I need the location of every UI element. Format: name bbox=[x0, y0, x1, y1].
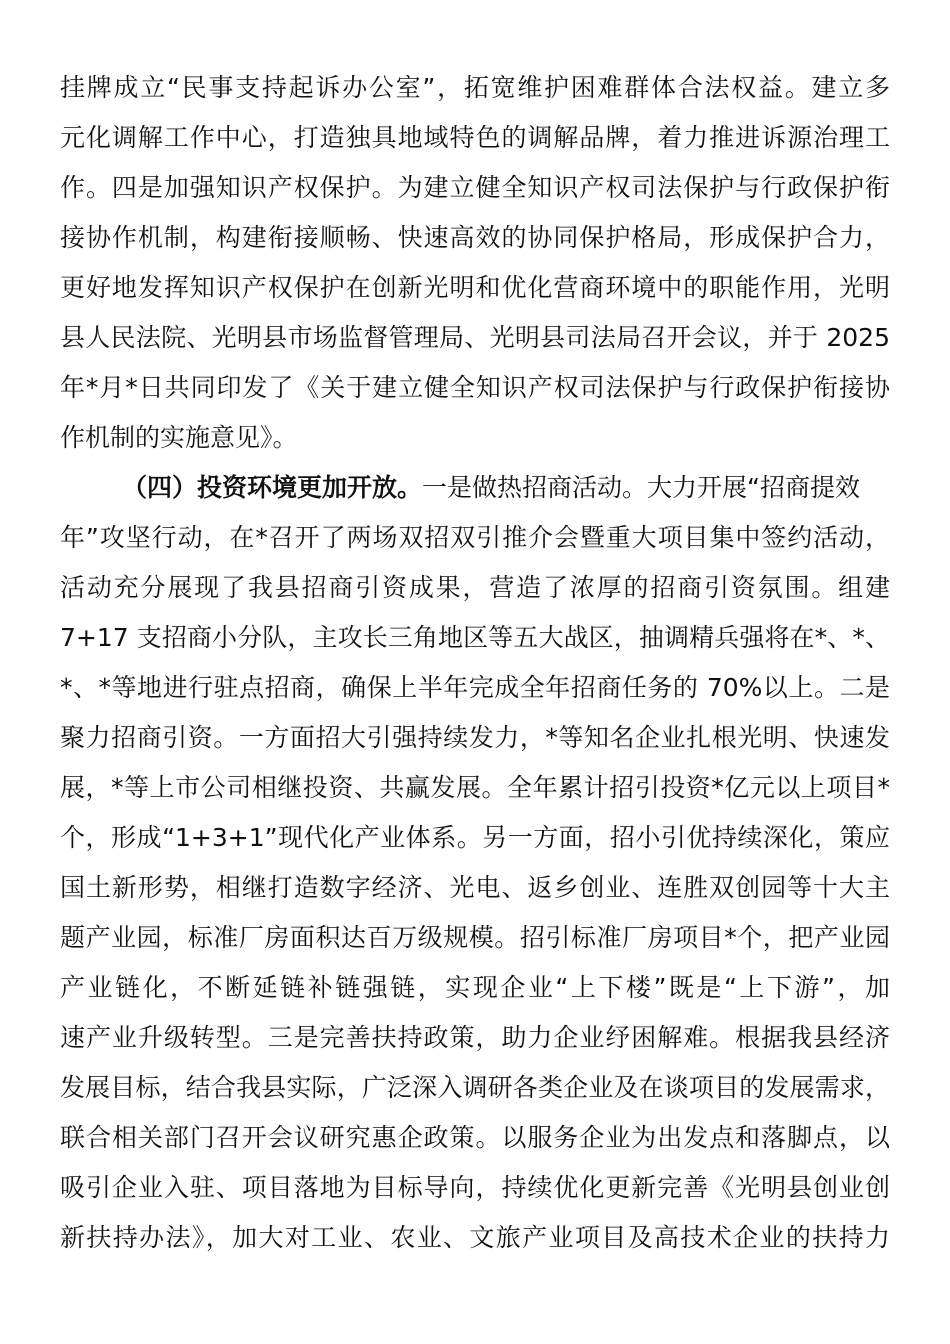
text-line: 展，*等上市公司相继投资、共赢发展。全年累计招引投资*亿元以上项目* bbox=[60, 773, 890, 802]
text-line: 发展目标，结合我县实际，广泛深入调研各类企业及在谈项目的发展需求， bbox=[60, 1073, 890, 1102]
text-line: 年*月*日共同印发了《关于建立健全知识产权司法保护与行政保护衔接协 bbox=[60, 373, 890, 402]
text-line: 活动充分展现了我县招商引资成果，营造了浓厚的招商引资氛围。组建 bbox=[60, 573, 890, 602]
text-line: 新扶持办法》，加大对工业、农业、文旅产业项目及高技术企业的扶持力 bbox=[60, 1223, 890, 1252]
section-first-line-text: 一是做热招商活动。大力开展“招商提效 bbox=[422, 473, 860, 502]
text-line: 产业链化，不断延链补链强链，实现企业“上下楼”既是“上下游”，加 bbox=[60, 973, 890, 1002]
text-line: 联合相关部门召开会议研究惠企政策。以服务企业为出发点和落脚点，以 bbox=[60, 1123, 890, 1152]
text-line: 接协作机制，构建衔接顺畅、快速高效的协同保护格局，形成保护合力， bbox=[60, 223, 890, 252]
text-line: 作。四是加强知识产权保护。为建立健全知识产权司法保护与行政保护衔 bbox=[60, 173, 890, 202]
text-line: 吸引企业入驻、项目落地为目标导向，持续优化更新完善《光明县创业创 bbox=[60, 1173, 890, 1202]
text-line: 题产业园，标准厂房面积达百万级规模。招引标准厂房项目*个，把产业园 bbox=[60, 923, 890, 952]
text-line: 挂牌成立“民事支持起诉办公室”，拓宽维护困难群体合法权益。建立多 bbox=[60, 73, 890, 102]
text-line: 7+17 支招商小分队，主攻长三角地区等五大战区，抽调精兵强将在*、*、 bbox=[60, 623, 890, 652]
text-line: 聚力招商引资。一方面招大引强持续发力，*等知名企业扎根光明、快速发 bbox=[60, 723, 890, 752]
text-line: 更好地发挥知识产权保护在创新光明和优化营商环境中的职能作用，光明 bbox=[60, 273, 890, 302]
text-line: 国土新形势，相继打造数字经济、光电、返乡创业、连胜双创园等十大主 bbox=[60, 873, 890, 902]
text-line: 作机制的实施意见》。 bbox=[60, 423, 298, 452]
section-first-line bbox=[60, 463, 950, 513]
text-line: *、*等地进行驻点招商，确保上半年完成全年招商任务的 70%以上。二是 bbox=[60, 673, 890, 702]
section-heading: （四）投资环境更加开放。 bbox=[122, 473, 423, 502]
text-line: 年”攻坚行动，在*召开了两场双招双引推介会暨重大项目集中签约活动， bbox=[60, 523, 890, 552]
text-line: 县人民法院、光明县市场监督管理局、光明县司法局召开会议，并于 2025 bbox=[60, 323, 890, 352]
text-line: 速产业升级转型。三是完善扶持政策，助力企业纾困解难。根据我县经济 bbox=[60, 1023, 890, 1052]
text-line: 个，形成“1+3+1”现代化产业体系。另一方面，招小引优持续深化，策应 bbox=[60, 823, 890, 852]
text-line: 元化调解工作中心，打造独具地域特色的调解品牌，着力推进诉源治理工 bbox=[60, 123, 890, 152]
